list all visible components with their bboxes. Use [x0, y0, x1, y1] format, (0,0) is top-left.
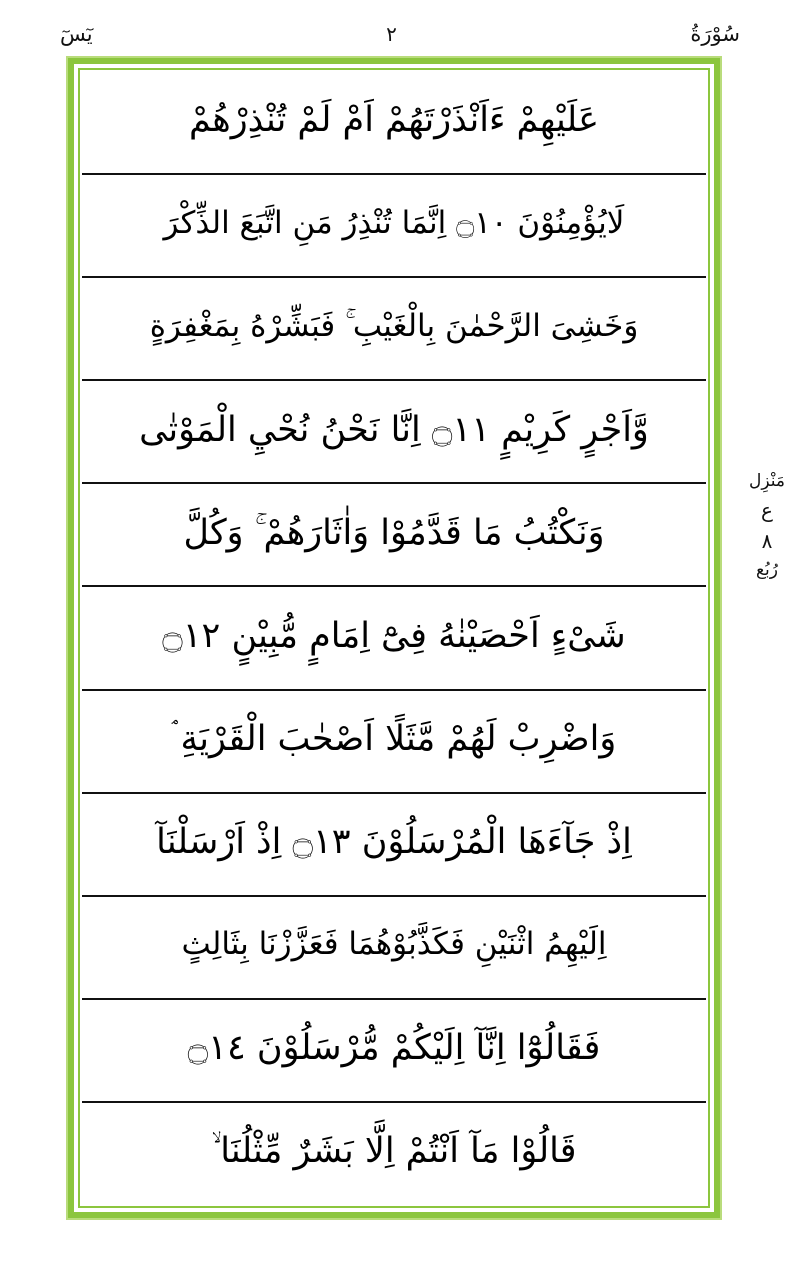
- header-surah: [690, 22, 740, 46]
- ayah-line-text: اِذْ جَآءَهَا الْمُرْسَلُوْنَ ۝١٣ اِذْ اَرْسَلْنَآ: [156, 822, 632, 863]
- ayah-lines: [82, 72, 706, 1204]
- ayah-line-text: وَخَشِىَ الرَّحْمٰنَ بِالْغَيْبِ ۚ فَبَشِّرْهُ بِمَغْفِرَةٍ: [149, 307, 639, 344]
- margin-note-manzil: مَنْزِل: [749, 471, 785, 491]
- ayah-line: [82, 1103, 706, 1204]
- margin-note-juz-label: ع: [761, 497, 773, 522]
- ayah-line: [82, 691, 706, 794]
- ayah-line-text: شَىْءٍ اَحْصَيْنٰهُ فِىْٓ اِمَامٍ مُّبِيْنٍ ۝١٢: [162, 615, 626, 656]
- ayah-line: [82, 278, 706, 381]
- ayah-line: [82, 794, 706, 897]
- margin-notes: [742, 470, 792, 582]
- ayah-line-text: وَنَكْتُبُ مَا قَدَّمُوْا وَاٰثَارَهُمْ ۚ وَكُلَّ: [183, 512, 605, 553]
- margin-note-rub: رُبُع: [756, 559, 778, 580]
- ayah-line-text: اِلَيْهِمُ اثْنَيْنِ فَكَذَّبُوْهُمَا فَعَزَّزْنَا بِثَالِثٍ: [181, 926, 607, 963]
- ayah-line: [82, 72, 706, 175]
- ayah-line-text: قَالُوْا مَآ اَنْتُمْ اِلَّا بَشَرٌ مِّثْلُنَا ۙ: [211, 1131, 577, 1172]
- page-frame: [68, 58, 720, 1218]
- margin-note-juz-number: ٨: [761, 528, 773, 553]
- ayah-line: [82, 1000, 706, 1103]
- page-number: ٢: [386, 22, 397, 46]
- ayah-line-text: وَّاَجْرٍ كَرِيْمٍ ۝١١ اِنَّا نَحْنُ نُحْيِ الْمَوْتٰى: [139, 409, 649, 450]
- page-footer: [0, 1241, 800, 1271]
- ayah-line-text: لَايُؤْمِنُوْنَ ۝١٠ اِنَّمَا تُنْذِرُ مَنِ اتَّبَعَ الذِّكْرَ: [163, 204, 625, 241]
- ayah-line: [82, 175, 706, 278]
- ayah-line-text: عَلَيْهِمْ ءَاَنْذَرْتَهُمْ اَمْ لَمْ تُنْذِرْهُمْ: [188, 100, 599, 141]
- ayah-line-text: وَاضْرِبْ لَهُمْ مَّثَلًا اَصْحٰبَ الْقَرْيَةِ ۘ: [171, 718, 617, 759]
- ayah-line: [82, 897, 706, 1000]
- ayah-line: [82, 484, 706, 587]
- ayah-line: [82, 587, 706, 690]
- header-surah-label: سُوْرَةُ: [690, 22, 740, 46]
- page-header: [60, 14, 740, 54]
- header-surah-name: يٓسٓ: [60, 22, 93, 46]
- ayah-line: [82, 381, 706, 484]
- ayah-line-text: فَقَالُوْٓا اِنَّآ اِلَيْكُمْ مُّرْسَلُوْنَ ۝١٤: [187, 1028, 601, 1069]
